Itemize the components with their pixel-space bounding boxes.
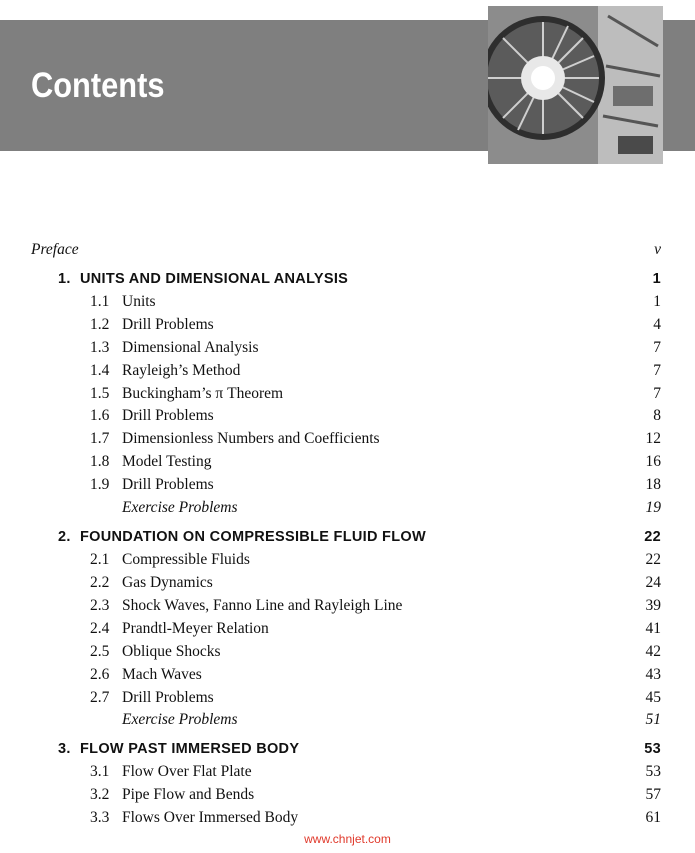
section-number: 3.1	[90, 763, 110, 780]
section-page: 39	[645, 597, 661, 614]
section-page: 24	[645, 574, 661, 591]
toc-section[interactable]	[90, 428, 661, 450]
chapter-page: 53	[644, 741, 661, 757]
section-number: 2.4	[90, 620, 110, 637]
exercise-title: Exercise Problems	[122, 711, 238, 728]
section-page: 61	[645, 809, 661, 826]
section-number: 3.3	[90, 809, 110, 826]
exercise-page: 19	[645, 499, 661, 516]
page-title: Contents	[31, 66, 165, 105]
toc-section[interactable]	[90, 572, 661, 594]
section-page: 43	[645, 666, 661, 683]
section-page: 18	[645, 476, 661, 493]
section-number: 2.7	[90, 689, 110, 706]
section-title: Drill Problems	[122, 689, 214, 706]
section-number: 1.1	[90, 293, 110, 310]
section-title: Drill Problems	[122, 407, 214, 424]
section-page: 53	[645, 763, 661, 780]
exercise-title: Exercise Problems	[122, 499, 238, 516]
section-title: Dimensionless Numbers and Coefficients	[122, 430, 380, 447]
toc-chapter-3[interactable]	[58, 738, 661, 760]
section-page: 7	[653, 362, 661, 379]
section-page: 57	[645, 786, 661, 803]
section-title: Compressible Fluids	[122, 551, 250, 568]
section-title: Mach Waves	[122, 666, 202, 683]
section-title: Oblique Shocks	[122, 643, 221, 660]
chapter-number: 1.	[58, 271, 71, 287]
toc-section[interactable]	[90, 641, 661, 663]
toc-section[interactable]	[90, 807, 661, 829]
toc-section[interactable]	[90, 687, 661, 709]
toc-chapter-1[interactable]	[58, 268, 661, 290]
section-title: Buckingham’s π Theorem	[122, 385, 284, 402]
section-title: Pipe Flow and Bends	[122, 786, 255, 803]
section-number: 1.6	[90, 407, 110, 424]
section-number: 3.2	[90, 786, 110, 803]
section-page: 12	[645, 430, 661, 447]
chapter-number: 3.	[58, 741, 71, 757]
section-number: 2.2	[90, 574, 110, 591]
section-page: 22	[645, 551, 661, 568]
section-title: Gas Dynamics	[122, 574, 213, 591]
toc-section[interactable]	[90, 405, 661, 427]
section-page: 4	[653, 316, 661, 333]
section-page: 42	[645, 643, 661, 660]
toc-section[interactable]	[90, 451, 661, 473]
toc-preface[interactable]	[31, 239, 661, 261]
toc-section[interactable]	[90, 761, 661, 783]
chapter-title: FOUNDATION ON COMPRESSIBLE FLUID FLOW	[80, 529, 426, 545]
section-page: 8	[653, 407, 661, 424]
toc-chapter-2[interactable]	[58, 526, 661, 548]
section-number: 1.2	[90, 316, 110, 333]
section-page: 45	[645, 689, 661, 706]
toc-section[interactable]	[90, 314, 661, 336]
section-title: Flows Over Immersed Body	[122, 809, 299, 826]
toc-exercise[interactable]	[122, 497, 661, 519]
toc-section[interactable]	[90, 360, 661, 382]
chapter-title: FLOW PAST IMMERSED BODY	[80, 741, 300, 757]
section-number: 1.8	[90, 453, 110, 470]
section-page: 7	[653, 339, 661, 356]
section-number: 1.7	[90, 430, 110, 447]
section-page: 7	[653, 385, 661, 402]
section-title: Units	[122, 293, 156, 310]
toc-exercise[interactable]	[122, 709, 661, 731]
section-title: Prandtl-Meyer Relation	[122, 620, 269, 637]
chapter-title: UNITS AND DIMENSIONAL ANALYSIS	[80, 271, 349, 287]
section-number: 1.9	[90, 476, 110, 493]
section-title: Dimensional Analysis	[122, 339, 259, 356]
toc-section[interactable]	[90, 474, 661, 496]
section-number: 2.5	[90, 643, 110, 660]
exercise-page: 51	[645, 711, 661, 728]
section-page: 16	[645, 453, 661, 470]
jet-engine-photo	[488, 6, 663, 164]
chapter-page: 22	[644, 529, 661, 545]
watermark: www.chnjet.com	[304, 832, 391, 846]
section-title: Flow Over Flat Plate	[122, 763, 252, 780]
chapter-number: 2.	[58, 529, 71, 545]
toc-section[interactable]	[90, 291, 661, 313]
section-number: 1.4	[90, 362, 110, 379]
section-title: Drill Problems	[122, 476, 214, 493]
toc-section[interactable]	[90, 664, 661, 686]
toc-section[interactable]	[90, 549, 661, 571]
section-title: Shock Waves, Fanno Line and Rayleigh Line	[122, 597, 403, 614]
chapter-page: 1	[652, 271, 661, 287]
section-number: 2.1	[90, 551, 110, 568]
section-number: 2.3	[90, 597, 110, 614]
toc-section[interactable]	[90, 784, 661, 806]
section-page: 1	[653, 293, 661, 310]
section-title: Rayleigh’s Method	[122, 362, 241, 379]
toc-section[interactable]	[90, 337, 661, 359]
preface-label: Preface	[31, 241, 79, 258]
section-title: Model Testing	[122, 453, 212, 470]
preface-page: v	[654, 241, 661, 258]
section-title: Drill Problems	[122, 316, 214, 333]
section-number: 1.3	[90, 339, 110, 356]
toc-section[interactable]	[90, 595, 661, 617]
section-number: 2.6	[90, 666, 110, 683]
section-number: 1.5	[90, 385, 110, 402]
toc-section[interactable]	[90, 618, 661, 640]
toc-section[interactable]	[90, 383, 661, 405]
section-page: 41	[645, 620, 661, 637]
